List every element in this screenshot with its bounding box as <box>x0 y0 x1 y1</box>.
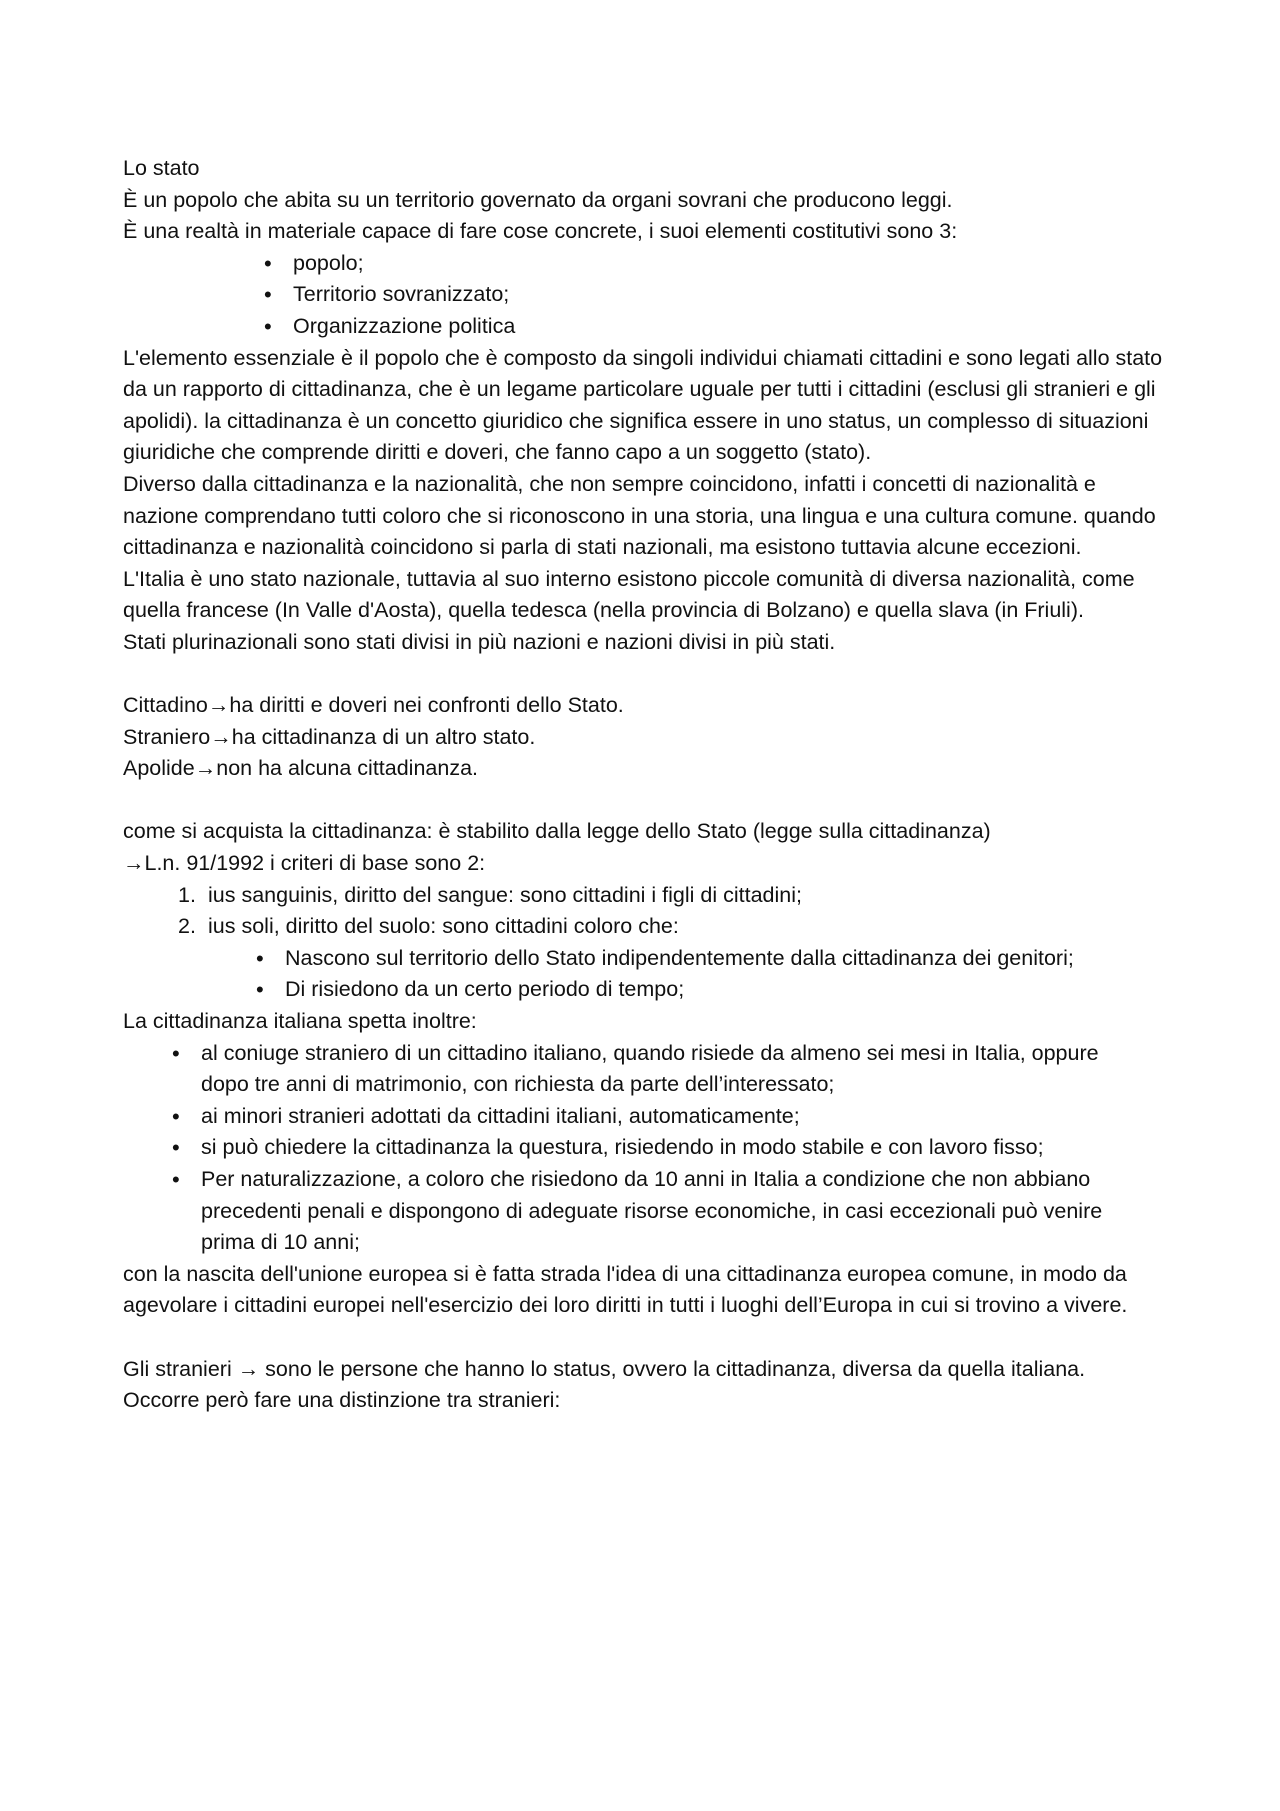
list-item: • si può chiedere la cittadinanza la questura, risiedendo in modo stabile e con lavoro fisso; <box>201 1132 1163 1164</box>
list-item-text: ius soli, diritto del suolo: sono cittadini coloro che: <box>208 914 679 939</box>
list-item <box>178 880 1163 912</box>
arrow-right-icon: → <box>210 724 232 749</box>
definition-term: Straniero <box>123 724 211 749</box>
definition-apolide <box>123 753 1163 785</box>
definition-term: Apolide <box>123 756 195 781</box>
intro-line-1: È un popolo che abita su un territorio governato da organi sovrani che producono leggi. <box>123 187 953 212</box>
definition-text: non ha alcuna cittadinanza. <box>216 756 479 781</box>
italian-intro: La cittadinanza italiana spetta inoltre: <box>123 1009 477 1034</box>
spacer <box>123 1322 1163 1354</box>
paragraph-nazionalita: Diverso dalla cittadinanza e la nazionalità, che non sempre coincidono, infatti i concetti di nazionalità e nazione comprendano tutti coloro che si riconoscono in una storia, una lingua e una cultura comune. quando cittadinanza e nazionalità coincidono si parla di stati nazionali, ma esistono tuttavia alcune eccezioni. <box>123 471 1156 560</box>
arrow-right-icon: → <box>194 756 217 781</box>
definition-cittadino <box>123 690 1163 722</box>
list-number: 1. <box>178 882 196 907</box>
list-item: • Territorio sovranizzato; <box>293 279 1163 311</box>
italian-list <box>123 1038 1163 1259</box>
arrow-right-icon: → <box>207 693 230 718</box>
arrow-right-icon: → <box>123 851 145 876</box>
list-item <box>178 911 1163 943</box>
foreigners-term: Gli stranieri <box>123 1356 232 1381</box>
list-item-text: ius sanguinis, diritto del sangue: sono cittadini i figli di cittadini; <box>208 882 802 907</box>
list-item: • al coniuge straniero di un cittadino italiano, quando risiede da almeno sei mesi in Italia, oppure dopo tre anni di matrimonio, con richiesta da parte dell’interessato; <box>201 1038 1141 1101</box>
definition-text: ha diritti e doveri nei confronti dello Stato. <box>229 693 624 718</box>
paragraph-italia: L'Italia è uno stato nazionale, tuttavia al suo interno esistono piccole comunità di diversa nazionalità, come quella francese (In Valle d'Aosta), quella tedesca (nella provincia di Bolzano) e quella slava (in Friuli). <box>123 566 1135 623</box>
elements-list <box>123 248 1163 343</box>
criteria-list <box>123 880 1163 943</box>
paragraph-eu: con la nascita dell'unione europea si è fatta strada l'idea di una cittadinanza europea comune, in modo da agevolare i cittadini europei nell'esercizio dei loro diritti in tutti i luoghi dell’Europa in cui si trovino a vivere. <box>123 1261 1128 1318</box>
acquisition-intro: come si acquista la cittadinanza: è stabilito dalla legge dello Stato (legge sulla cittadinanza) <box>123 819 991 844</box>
paragraph-plurinazionali: Stati plurinazionali sono stati divisi in più nazioni e nazioni divisi in più stati. <box>123 629 836 654</box>
list-item: • Nascono sul territorio dello Stato indipendentemente dalla cittadinanza dei genitori; <box>285 943 1085 975</box>
law-text: L.n. 91/1992 i criteri di base sono 2: <box>144 851 486 876</box>
definition-text: ha cittadinanza di un altro stato. <box>231 724 536 749</box>
acquisition-law <box>123 848 1163 880</box>
foreigners-text: sono le persone che hanno lo status, ovvero la cittadinanza, diversa da quella italiana. <box>259 1356 1086 1381</box>
soli-list <box>123 943 1163 1006</box>
list-item: • Per naturalizzazione, a coloro che risiedono da 10 anni in Italia a condizione che non abbiano precedenti penali e dispongono di adeguate risorse economiche, in casi eccezionali può venire prima di 10 anni; <box>201 1164 1131 1259</box>
document-title: Lo stato <box>123 156 200 180</box>
arrow-right-icon: → <box>237 1356 260 1381</box>
paragraph-popolo: L'elemento essenziale è il popolo che è composto da singoli individui chiamati cittadini e sono legati allo stato da un rapporto di cittadinanza, che è un legame particolare uguale per tutti i cittadini (esclusi gli stranieri e gli apolidi). la cittadinanza è un concetto giuridico che significa essere in uno status, un complesso di situazioni giuridiche che comprende diritti e doveri, che fanno capo a un soggetto (stato). <box>123 345 1163 465</box>
spacer <box>123 785 1163 817</box>
list-item: • Organizzazione politica <box>293 311 1163 343</box>
definition-straniero <box>123 722 1163 754</box>
definition-term: Cittadino <box>123 693 208 718</box>
foreigners-closing: Occorre però fare una distinzione tra stranieri: <box>123 1388 561 1413</box>
document-page <box>123 153 1163 1417</box>
list-item: • ai minori stranieri adottati da cittadini italiani, automaticamente; <box>201 1101 1163 1133</box>
spacer <box>123 659 1163 691</box>
list-number: 2. <box>178 914 196 939</box>
list-item: • popolo; <box>293 248 1163 280</box>
list-item: • Di risiedono da un certo periodo di tempo; <box>285 974 1163 1006</box>
intro-line-2: È una realtà in materiale capace di fare cose concrete, i suoi elementi costitutivi sono 3: <box>123 219 958 244</box>
foreigners-line <box>123 1354 1163 1386</box>
